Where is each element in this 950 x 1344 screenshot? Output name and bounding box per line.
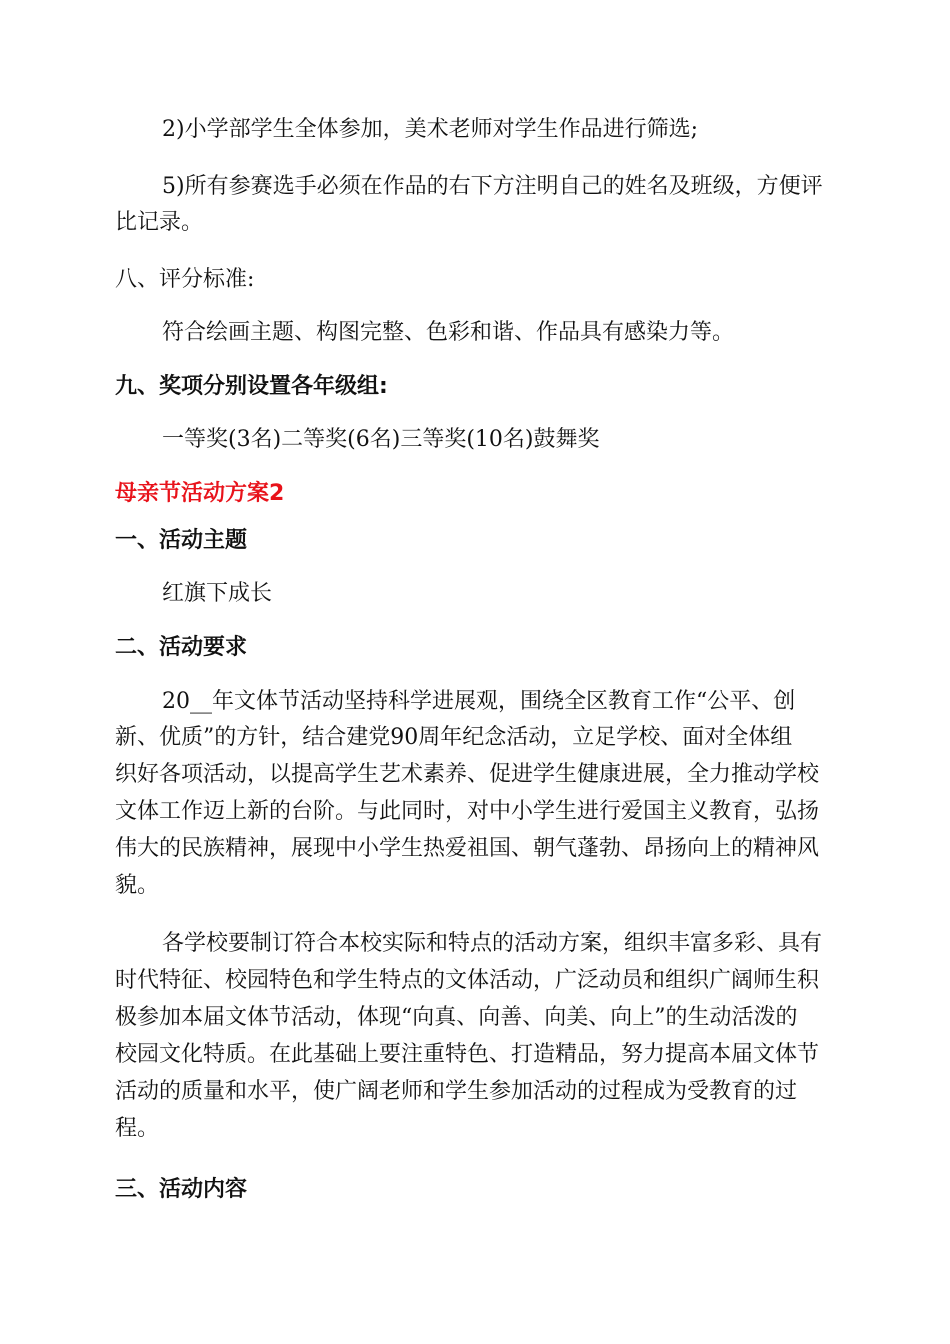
paragraph-1-line-5: 伟大的民族精神，展现中小学生热爱祖国、朝气蓬勃、昂扬向上的精神风 [115,836,820,861]
paragraph-1-line-2: 新、优质”的方针，结合建党90周年纪念活动，立足学校、面对全体组 [115,725,793,750]
section-heading-2: 二、活动要求 [115,635,248,660]
paragraph-2-line-4: 校园文化特质。在此基础上要注重特色、打造精品，努力提高本届文体节 [115,1042,820,1067]
paragraph-2-line-5: 活动的质量和水平，使广阔老师和学生参加活动的过程成为受教育的过 [115,1079,798,1104]
paragraph-1-line-3: 织好各项活动，以提高学生艺术素养、促进学生健康进展，全力推动学校 [115,762,820,787]
awards-paragraph: 一等奖(3名)二等奖(6名)三等奖(10名)鼓舞奖 [162,427,600,452]
paragraph-1-line-4: 文体工作迈上新的台阶。与此同时，对中小学生进行爱国主义教育，弘扬 [115,799,820,824]
paragraph-2-line-3: 极参加本届文体节活动，体现“向真、向善、向美、向上”的生动活泼的 [115,1005,798,1030]
paragraph-1-line-6: 貌。 [115,873,160,898]
list-item-2: 2)小学部学生全体参加，美术老师对学生作品进行筛选; [162,117,698,142]
paragraph-1-line-1: 20__年文体节活动坚持科学进展观，围绕全区教育工作“公平、创 [162,689,796,714]
section-heading-8: 八、评分标准: [115,267,255,292]
theme-paragraph: 红旗下成长 [162,581,273,606]
paragraph-2-line-6: 程。 [115,1116,160,1141]
section-heading-1: 一、活动主题 [115,528,248,553]
paragraph-2-line-2: 时代特征、校园特色和学生特点的文体活动，广泛动员和组织广阔师生积 [115,968,820,993]
paragraph-2-line-1: 各学校要制订符合本校实际和特点的活动方案，组织丰富多彩、具有 [162,931,823,956]
document-title: 母亲节活动方案2 [115,481,285,506]
list-item-5-line-1: 5)所有参赛选手必须在作品的右下方注明自己的姓名及班级，方便评 [162,174,823,199]
criteria-paragraph: 符合绘画主题、构图完整、色彩和谐、作品具有感染力等。 [162,320,735,345]
section-heading-9: 九、奖项分别设置各年级组: [115,374,388,399]
section-heading-3: 三、活动内容 [115,1177,248,1202]
list-item-5-line-2: 比记录。 [115,210,204,235]
